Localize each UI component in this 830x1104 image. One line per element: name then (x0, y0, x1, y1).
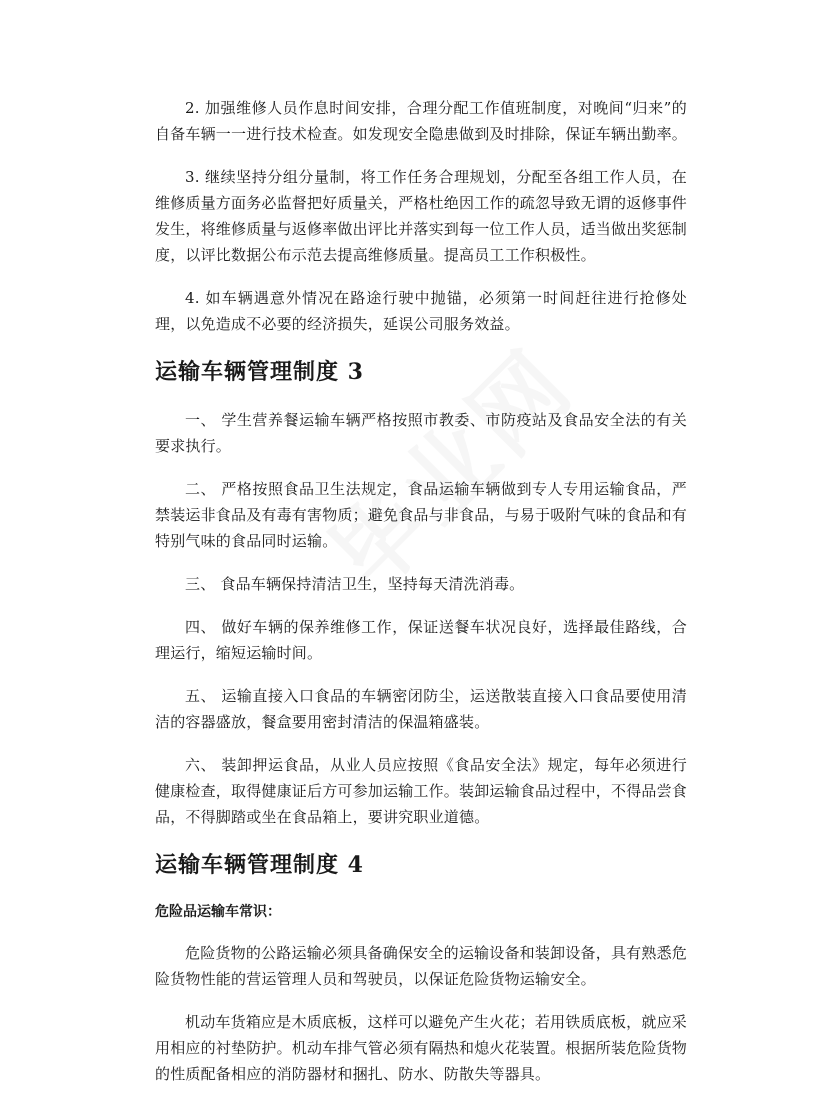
section-3-title: 运输车辆管理制度 3 (155, 359, 364, 385)
section-3-paragraph-5: 五、 运输直接入口食品的车辆密闭防尘，运送散装直接入口食品要使用清洁的容器盛放，餐盒要用密封清洁的保温箱盛装。 (155, 687, 687, 731)
section-4-title: 运输车辆管理制度 4 (155, 852, 364, 878)
document-body (155, 95, 687, 1104)
paragraph-item-4: 4. 如车辆遇意外情况在路途行驶中抛锚，必须第一时间赶往进行抢修处理，以免造成不必要的经济损失，延误公司服务效益。 (155, 289, 687, 333)
section-3-paragraph-1: 一、 学生营养餐运输车辆严格按照市教委、市防疫站及食品安全法的有关要求执行。 (155, 411, 687, 455)
section-3-paragraph-4: 四、 做好车辆的保养维修工作，保证送餐车状况良好，选择最佳路线，合理运行，缩短运输时间。 (155, 618, 687, 662)
section-3-paragraph-2: 二、 严格按照食品卫生法规定，食品运输车辆做到专人专用运输食品，严禁装运非食品及有毒有害物质；避免食品与非食品，与易于吸附气味的食品和有特别气味的食品同时运输。 (155, 480, 688, 550)
section-4-paragraph-2: 机动车货箱应是木质底板，这样可以避免产生火花；若用铁质底板，就应采用相应的衬垫防护。机动车排气管必须有隔热和熄火花装置。根据所装危险货物的性质配备相应的消防器材和捆扎、防水、防散失等器具。 (155, 1013, 688, 1083)
section-3-paragraph-3: 三、 食品车辆保持清洁卫生，坚持每天清洗消毒。 (185, 575, 525, 593)
section-4-subhead: 危险品运输车常识： (155, 904, 281, 920)
section-3-paragraph-6: 六、 装卸押运食品，从业人员应按照《食品安全法》规定，每年必须进行健康检查，取得健康证后方可参加运输工作。装卸运输食品过程中，不得品尝食品，不得脚踏或坐在食品箱上，要讲究职业道德。 (155, 756, 688, 826)
paragraph-item-2: 2. 加强维修人员作息时间安排，合理分配工作值班制度，对晚间“归来”的自备车辆一一进行技术检查。如发现安全隐患做到及时排除，保证车辆出勤率。 (155, 99, 688, 143)
section-4-paragraph-1: 危险货物的公路运输必须具备确保安全的运输设备和装卸设备，具有熟悉危险货物性能的营运管理人员和驾驶员，以保证危险货物运输安全。 (155, 944, 687, 988)
paragraph-item-3: 3. 继续坚持分组分量制，将工作任务合理规划，分配至各组工作人员，在维修质量方面务必监督把好质量关，严格杜绝因工作的疏忽导致无谓的返修事件发生，将维修质量与返修率做出评比并落实到每一位工作人员，适当做出奖惩制度，以评比数据公布示范去提高维修质量。提高员工工作积极性。 (155, 168, 688, 264)
